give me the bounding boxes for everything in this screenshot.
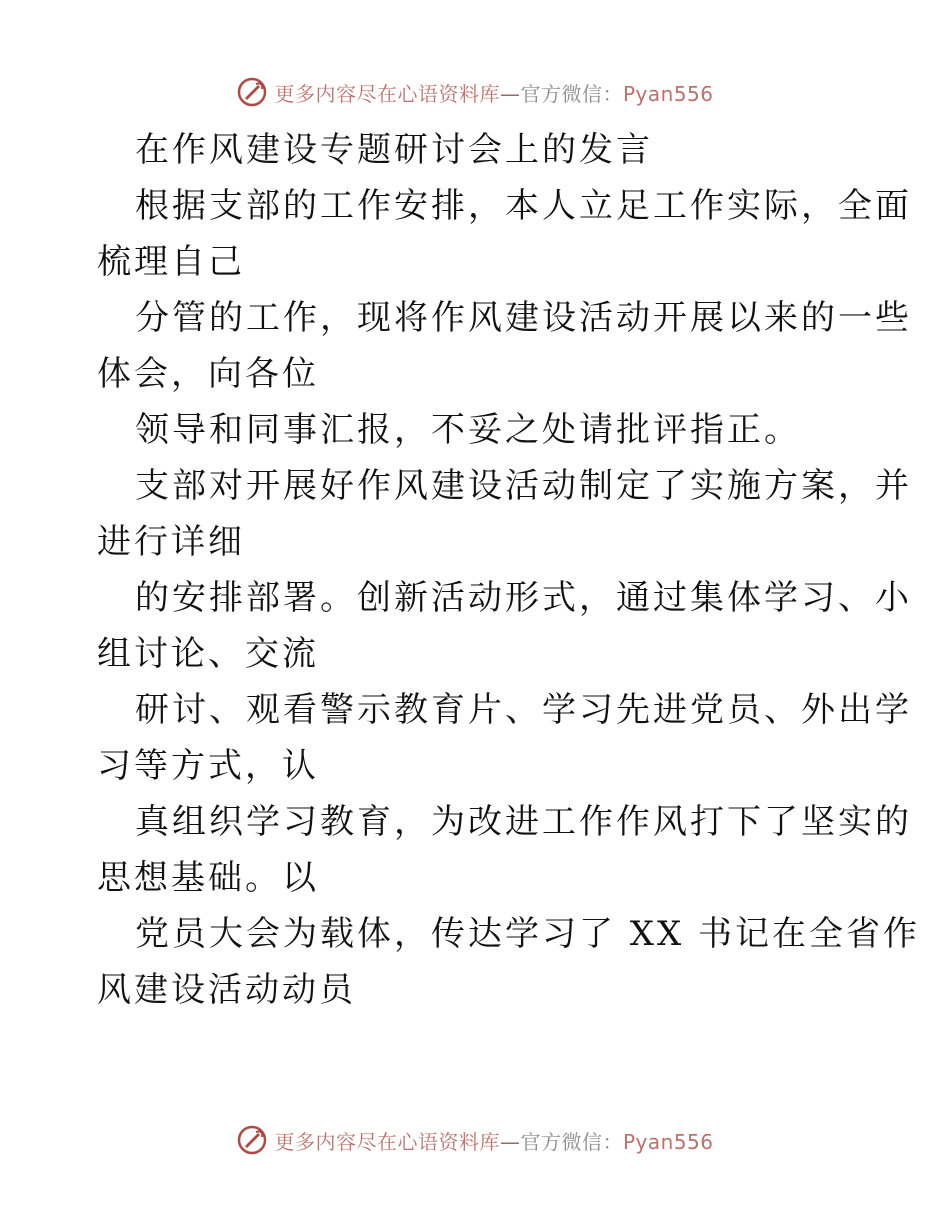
doc-title: 在作风建设专题研讨会上的发言 — [135, 130, 653, 170]
doc-line: 研讨、观看警示教育片、学习先进党员、外出学 — [135, 690, 912, 730]
watermark-text — [274, 78, 713, 107]
quill-logo-icon — [236, 1124, 268, 1156]
watermark-dash: — — [499, 81, 521, 106]
watermark-account: Pyan556 — [622, 81, 714, 106]
header-watermark — [0, 72, 950, 112]
doc-line: 分管的工作，现将作风建设活动开展以来的一些 — [135, 298, 912, 338]
watermark-wechat-label: 官方微信： — [520, 1129, 623, 1154]
doc-line: 的安排部署。创新活动形式，通过集体学习、小 — [135, 578, 912, 618]
doc-line: 思想基础。以 — [97, 858, 319, 898]
document-body — [97, 122, 921, 1018]
doc-line: 支部对开展好作风建设活动制定了实施方案，并 — [135, 466, 912, 506]
watermark-account: Pyan556 — [622, 1129, 714, 1154]
watermark-wechat-label: 官方微信： — [520, 81, 623, 106]
doc-line: 进行详细 — [97, 522, 245, 562]
quill-logo-icon — [236, 76, 268, 108]
footer-watermark — [0, 1120, 950, 1160]
doc-line: 真组织学习教育，为改进工作作风打下了坚实的 — [135, 802, 912, 842]
doc-line: 风建设活动动员 — [97, 970, 356, 1010]
doc-line: 体会，向各位 — [97, 354, 319, 394]
doc-line: 领导和同事汇报，不妥之处请批评指正。 — [135, 410, 801, 450]
watermark-dash: — — [499, 1129, 521, 1154]
watermark-site: 更多内容尽在心语资料库 — [274, 1129, 500, 1154]
doc-line: 习等方式，认 — [97, 746, 319, 786]
doc-line: 梳理自己 — [97, 242, 245, 282]
doc-line: 组讨论、交流 — [97, 634, 319, 674]
doc-line: 根据支部的工作安排，本人立足工作实际，全面 — [135, 186, 912, 226]
watermark-text — [274, 1126, 713, 1155]
doc-line: 党员大会为载体，传达学习了 XX 书记在全省作 — [135, 914, 921, 954]
watermark-site: 更多内容尽在心语资料库 — [274, 81, 500, 106]
